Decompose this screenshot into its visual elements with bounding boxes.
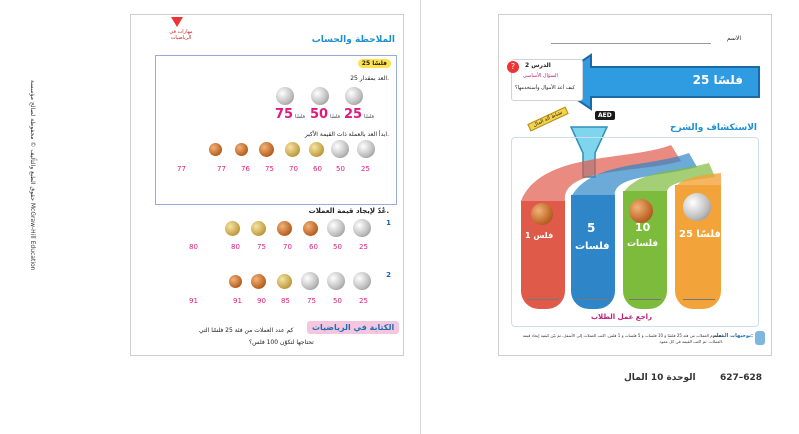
q1-value: 75 [257,243,266,251]
coin-10 [225,221,240,236]
coin-5 [259,142,274,157]
coin-25 [276,87,294,105]
row-value: 77 [217,165,226,173]
row-value: 75 [265,165,274,173]
q2-value: 50 [333,297,342,305]
row-total: 77 [177,165,186,173]
coin-10 [251,221,266,236]
coin-25 [357,140,375,158]
big-value: 50 [310,107,329,122]
lesson-label: الدرس 2 [525,62,551,69]
lane-1-answer-line [527,299,559,300]
writing-title: الكتابة في الرياضيات [307,321,399,334]
unit-label: فلسًا [364,114,375,120]
coin-5 [303,221,318,236]
essential-question: كيف أعد الأموال وأستخدمها؟ [515,85,575,91]
q2-value: 85 [281,297,290,305]
coin-1 [229,275,242,288]
money-tag: AED [595,111,615,120]
coin-25 [301,272,319,290]
lane-25-answer-line [683,299,715,300]
review-note: راجع عمل الطلاب [591,313,653,321]
q1-value: 50 [333,243,342,251]
row-value: 50 [336,165,345,173]
section-heading: الملاحظة والحساب [311,35,395,45]
teacher-directions: استخدم العملات من فئة 25 فلسًا و 10 فلسات و 5 فلسات و 1 فلس. اكتب العملات إلى الأسفل، ثم بيّن كيفية إيجاد قيمة العملات. ثم اكتب القيمة في كل عمود. [522,333,723,344]
coin-25 [353,272,371,290]
coin-25 [331,140,349,158]
coin-1 [235,143,248,156]
name-label: الاسم [726,35,741,42]
writing-question-line2: تحتاجها لتكوّن 100 فلس؟ [249,339,314,346]
row-value: 60 [313,165,322,173]
big-value: 25 [344,107,363,122]
q1-value: 25 [359,243,368,251]
page-title: 25 فلسًا [692,73,743,87]
spine-divider [420,0,421,434]
right-page [498,14,772,356]
q2-total: 91 [189,297,198,305]
unit-label: فلسًا [330,114,341,120]
explore-heading: الاستكشاف والشرح [670,123,757,133]
skills-tag: مهارات في الرياضيات [169,29,193,41]
coin-5 [277,221,292,236]
coin-5 [629,199,653,223]
lane-10-answer-line [629,299,661,300]
q1-value: 80 [231,243,240,251]
essential-question-label: السؤال الأساسي [523,73,558,79]
coin-25 [327,272,345,290]
coin-1 [531,203,553,225]
coin-10 [309,142,324,157]
footer-unit: الوحدة 10 المال [624,373,696,383]
name-line [551,43,711,44]
lane-5-value: 5 [587,221,596,235]
coin-25 [683,193,711,221]
writing-question-line1: كم عدد العملات من فئة 25 فلسًا التي [199,327,294,334]
q1-total: 80 [189,243,198,251]
count-by-text: العد بمقدار 25. [350,75,389,82]
arrow-down-icon [171,17,183,27]
teacher-label: توجيهات المعلم: [712,333,753,339]
row-value: 76 [241,165,250,173]
question-number: 1 [386,219,391,227]
lane-5-fils [571,195,615,309]
start-note: ابدأ العد بالعملة ذات القيمة الأكبر. [304,131,389,138]
row-value: 25 [361,165,370,173]
left-page [130,14,404,356]
coin-25 [353,219,371,237]
q1-value: 70 [283,243,292,251]
lane-5-word: فلسات [575,241,610,252]
big-value: 75 [275,107,294,122]
lane-5-answer-line [577,299,609,300]
q2-value: 91 [233,297,242,305]
question-number: 2 [386,271,391,279]
coin-10 [277,274,292,289]
coin-5 [251,274,266,289]
unit-label: فلسًا [295,114,306,120]
footer-pages: 627–628 [720,373,763,383]
machine-label: نشاط آلة المال [527,106,568,131]
coin-10 [285,142,300,157]
find-value-instruction: عُدّ لإيجاد قيمة العملات. [308,207,389,215]
q2-value: 75 [307,297,316,305]
example-badge: 25 فلسًا [358,59,391,68]
q1-value: 60 [309,243,318,251]
q2-value: 90 [257,297,266,305]
coin-1 [209,143,222,156]
lane-1-label: 1 فلس [525,231,554,240]
copyright-vertical: حقوق الطبع والتأليف © محفوظة لصالح مؤسسة McGraw-Hill Education [29,80,36,271]
question-mark-icon: ? [507,61,519,73]
coin-25 [345,87,363,105]
q2-value: 25 [359,297,368,305]
lane-10-value: 10 [635,221,651,234]
coin-25 [311,87,329,105]
teacher-icon [755,331,765,345]
lane-25-label: 25 فلسًا [679,229,721,240]
coin-25 [327,219,345,237]
row-value: 70 [289,165,298,173]
lane-10-word: فلسات [627,239,659,249]
